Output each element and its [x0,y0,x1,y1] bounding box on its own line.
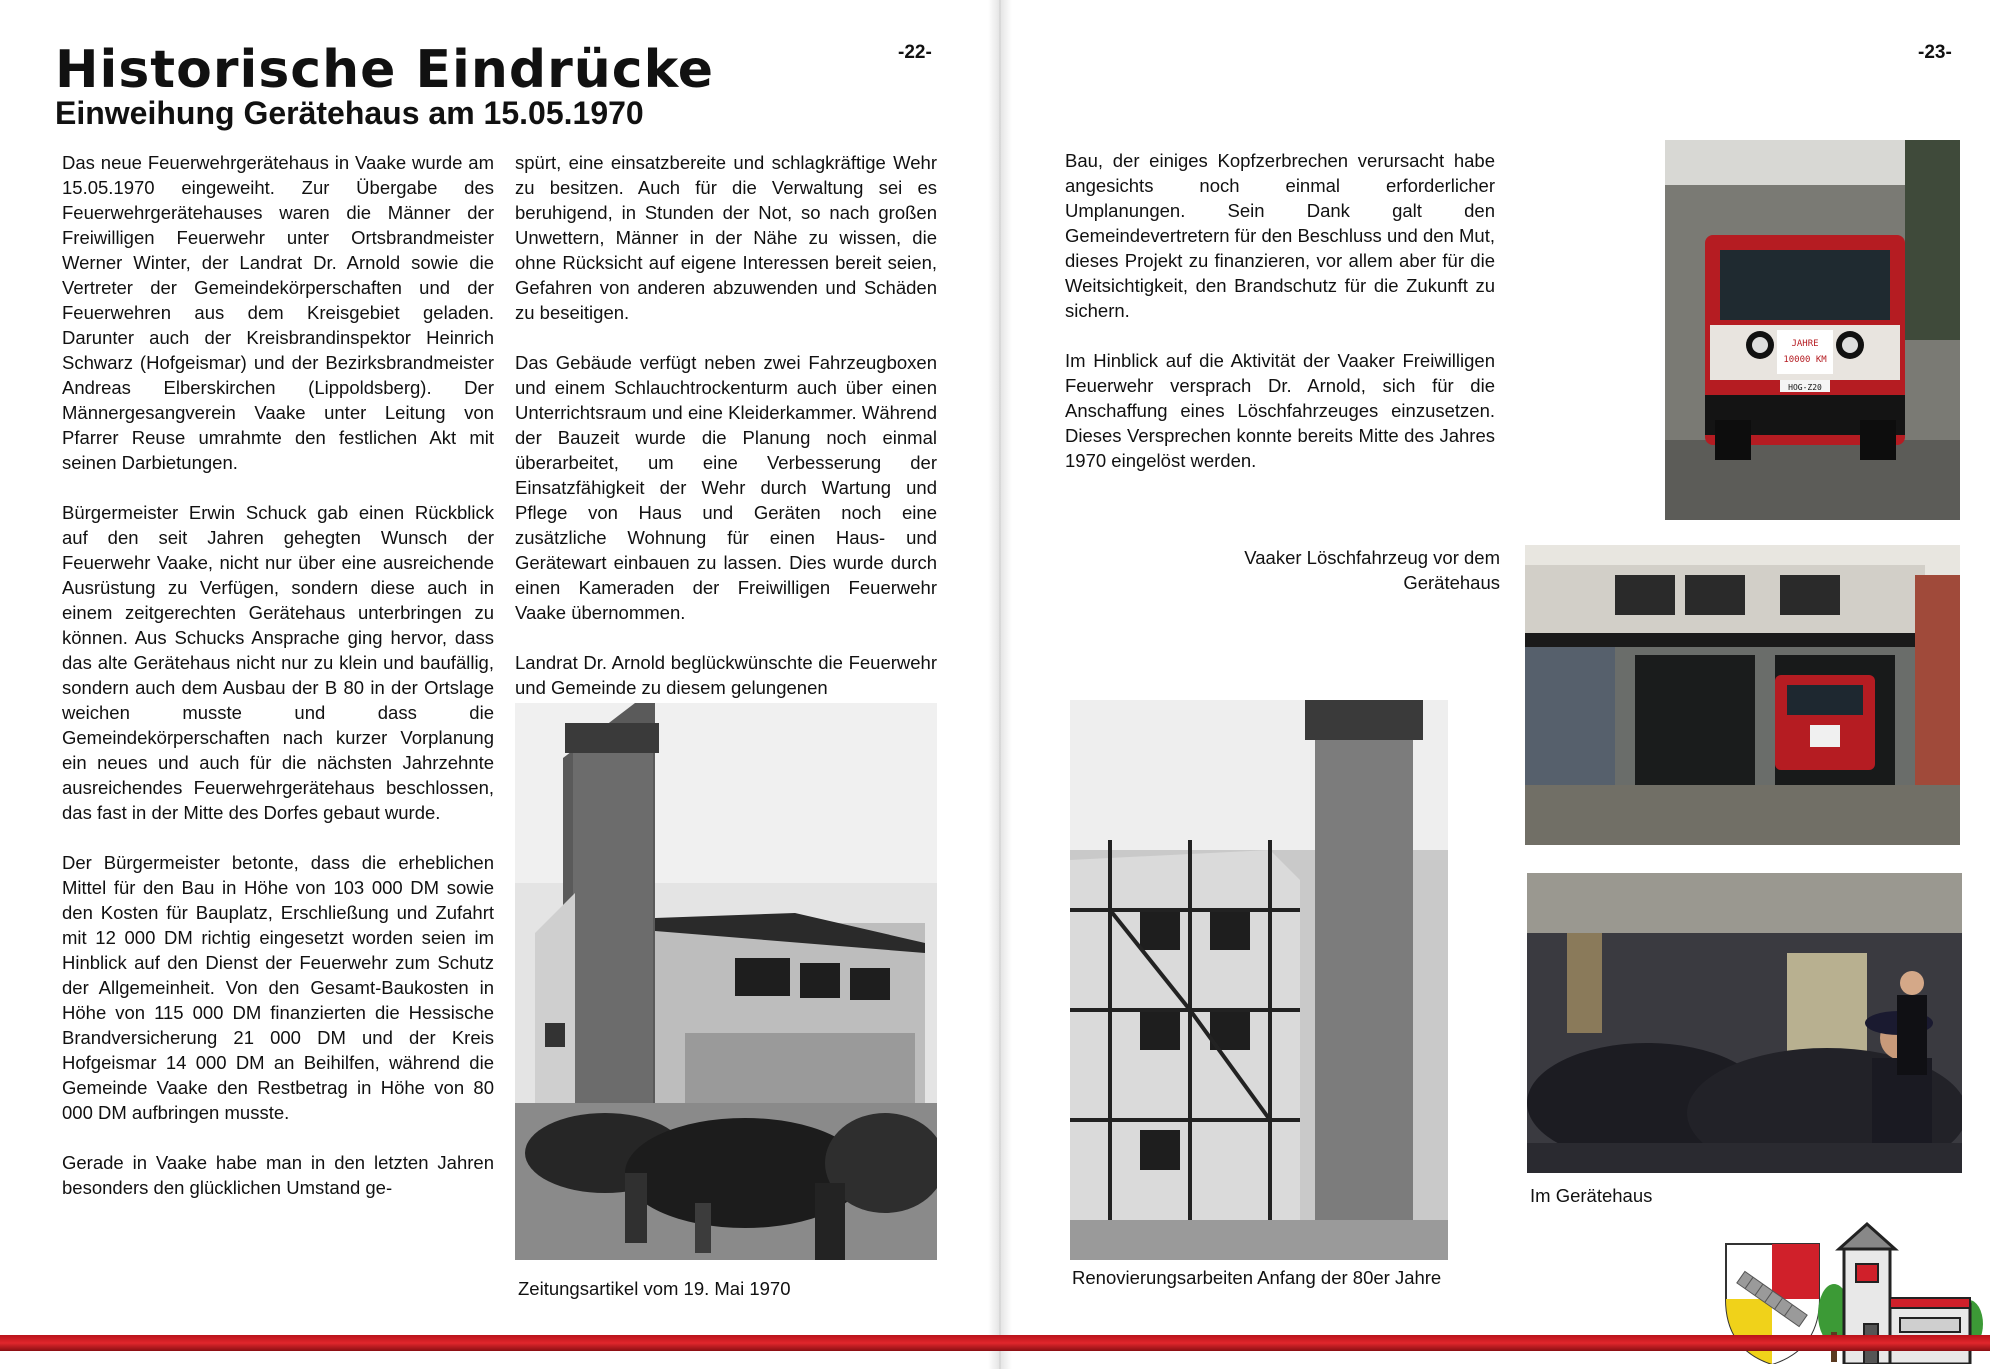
paragraph: Gerade in Vaake habe man in den letzten Jahren besonders den glücklichen Umstand ge- [62,1152,494,1198]
text-column-2 [515,150,937,725]
page-subtitle: Einweihung Gerätehaus am 15.05.1970 [55,95,644,131]
firehouse-image [1525,545,1960,845]
paragraph: Der Bürgermeister betonte, dass die erheblichen Mittel für den Bau in Höhe von 103 000 DM sowie den Kosten für Bauplatz, Erschließung und Zufahrt mit 12 000 DM richtig eingesetzt worden seien im Hinblick auf den Dienst der Feuerwehr zum Schutz der Allgemeinheit. Von den Gesamt-Baukosten in Höhe von 115 000 DM finanzierten die Hessische Brandversicherung 21 000 DM und der Kreis Hofgeismar 14 000 DM an Beihilfen, während die Gemeinde Vaake den Restbetrag in Höhe von 80 000 DM aufbringen musste. [62,852,494,1123]
page-number-left: -22- [898,42,932,63]
truck-caption [1200,545,1500,595]
plate-text-1: JAHRE [1791,339,1819,349]
footer-red-bar [0,1335,1990,1351]
renovation-image [1070,700,1448,1260]
page-title: Historische Eindrücke [55,40,715,100]
text-column-1 [62,150,494,1225]
renovation-caption: Renovierungsarbeiten Anfang der 80er Jahre [1072,1267,1442,1288]
fire-truck-image [1665,140,1960,520]
firehouse-photo [1525,545,1960,845]
paragraph: Das neue Feuerwehrgerätehaus in Vaake wurde am 15.05.1970 eingeweiht. Zur Übergabe des Feuerwehrgerätehauses waren die Männer der Freiwilligen Feuerwehr unter Ortsbrandmeister Werner Winter, der Landrat Dr. Arnold sowie die Vertreter der Gemeindekörperschaften und der Feuerwehren aus dem Kreisgebiet geladen. Darunter auch der Kreisbrandinspektor Heinrich Schwarz (Hofgeismar) und der Bezirksbrandmeister Andreas Elberskirchen (Lippoldsberg). Der Männergesangverein Vaake unter Leitung von Pfarrer Reuse umrahmte den festlichen Akt mit seinen Darbietungen. [62,152,494,473]
plate-text-2: 10000 KM [1783,355,1827,365]
renovation-photo [1070,700,1448,1260]
text-column-3 [1065,148,1495,498]
right-page [1000,0,2000,1369]
paragraph: Bau, der einiges Kopfzerbrechen verursacht habe angesichts noch einmal erforderlicher Umplanungen. Sein Dank galt den Gemeindevertretern für den Beschluss und den Mut, dieses Projekt zu finanzieren, vor allem aber für die Weitsichtigkeit, den Brandschutz für die Zukunft zu sichern. [1065,150,1495,321]
paragraph: Bürgermeister Erwin Schuck gab einen Rückblick auf den seit Jahren gehegten Wunsch der Feuerwehr Vaake, nicht nur über eine ausreichende Ausrüstung zu Verfügen, sondern diese auch in einem zeitgerechten Gerätehaus unterbringen zu können. Aus Schucks Ansprache ging hervor, dass das alte Gerätehaus nicht nur zu klein und baufällig, sondern auch dem Ausbau der B 80 in der Ortslage weichen musste und dass die Gemeindekörperschaften nach kurzer Vorplanung ein neues und auch für die nächsten Jahrzehnte ausreichendes Feuerwehrgerätehaus beschlossen, das fast in der Mitte des Dorfes gebaut wurde. [62,502,494,823]
interior-caption: Im Gerätehaus [1530,1185,1653,1206]
paragraph: spürt, eine einsatzbereite und schlagkräftige Wehr zu besitzen. Auch für die Verwaltung sei es beruhigend, in Stunden der Not, so nach großen Unwettern, Männer in der Nähe zu wissen, die ohne Rücksicht auf eigene Interessen bereit seien, Gefahren von anderen abzuwenden und Schäden zu beseitigen. [515,152,937,323]
license-plate: HOG-Z20 [1788,383,1822,392]
paragraph: Im Hinblick auf die Aktivität der Vaaker Freiwilligen Feuerwehr versprach Dr. Arnold, sich für die Anschaffung eines Löschfahrzeuges einzusetzen. Dieses Versprechen konnte bereits Mitte des Jahres 1970 eingelöst werden. [1065,350,1495,471]
page-number-right: -23- [1918,42,1952,63]
interior-photo [1527,873,1962,1173]
paragraph: Landrat Dr. Arnold beglückwünschte die Feuerwehr und Gemeinde zu diesem gelungenen [515,652,937,698]
truck-caption-line2: Gerätehaus [1403,572,1500,593]
firehouse-1970-photo [515,703,937,1260]
newspaper-photo [515,703,937,1260]
interior-image [1527,873,1962,1173]
truck-caption-line1: Vaaker Löschfahrzeug vor dem [1244,547,1500,568]
newspaper-photo-caption: Zeitungsartikel vom 19. Mai 1970 [518,1278,791,1299]
paragraph: Das Gebäude verfügt neben zwei Fahrzeugboxen und einem Schlauchtrockenturm auch über einen Unterrichtsraum und eine Kleiderkammer. Während der Bauzeit wurde die Planung noch einmal überarbeitet, um eine Verbesserung der Einsatzfähigkeit der Wehr durch Wartung und Pflege von Haus und Geräten noch eine zusätzliche Wohnung für einen Haus- und Gerätewart einbauen zu lassen. Dies wurde durch einen Kameraden der Freiwilligen Feuerwehr Vaake übernommen. [515,352,937,623]
fire-truck-photo [1665,140,1960,520]
